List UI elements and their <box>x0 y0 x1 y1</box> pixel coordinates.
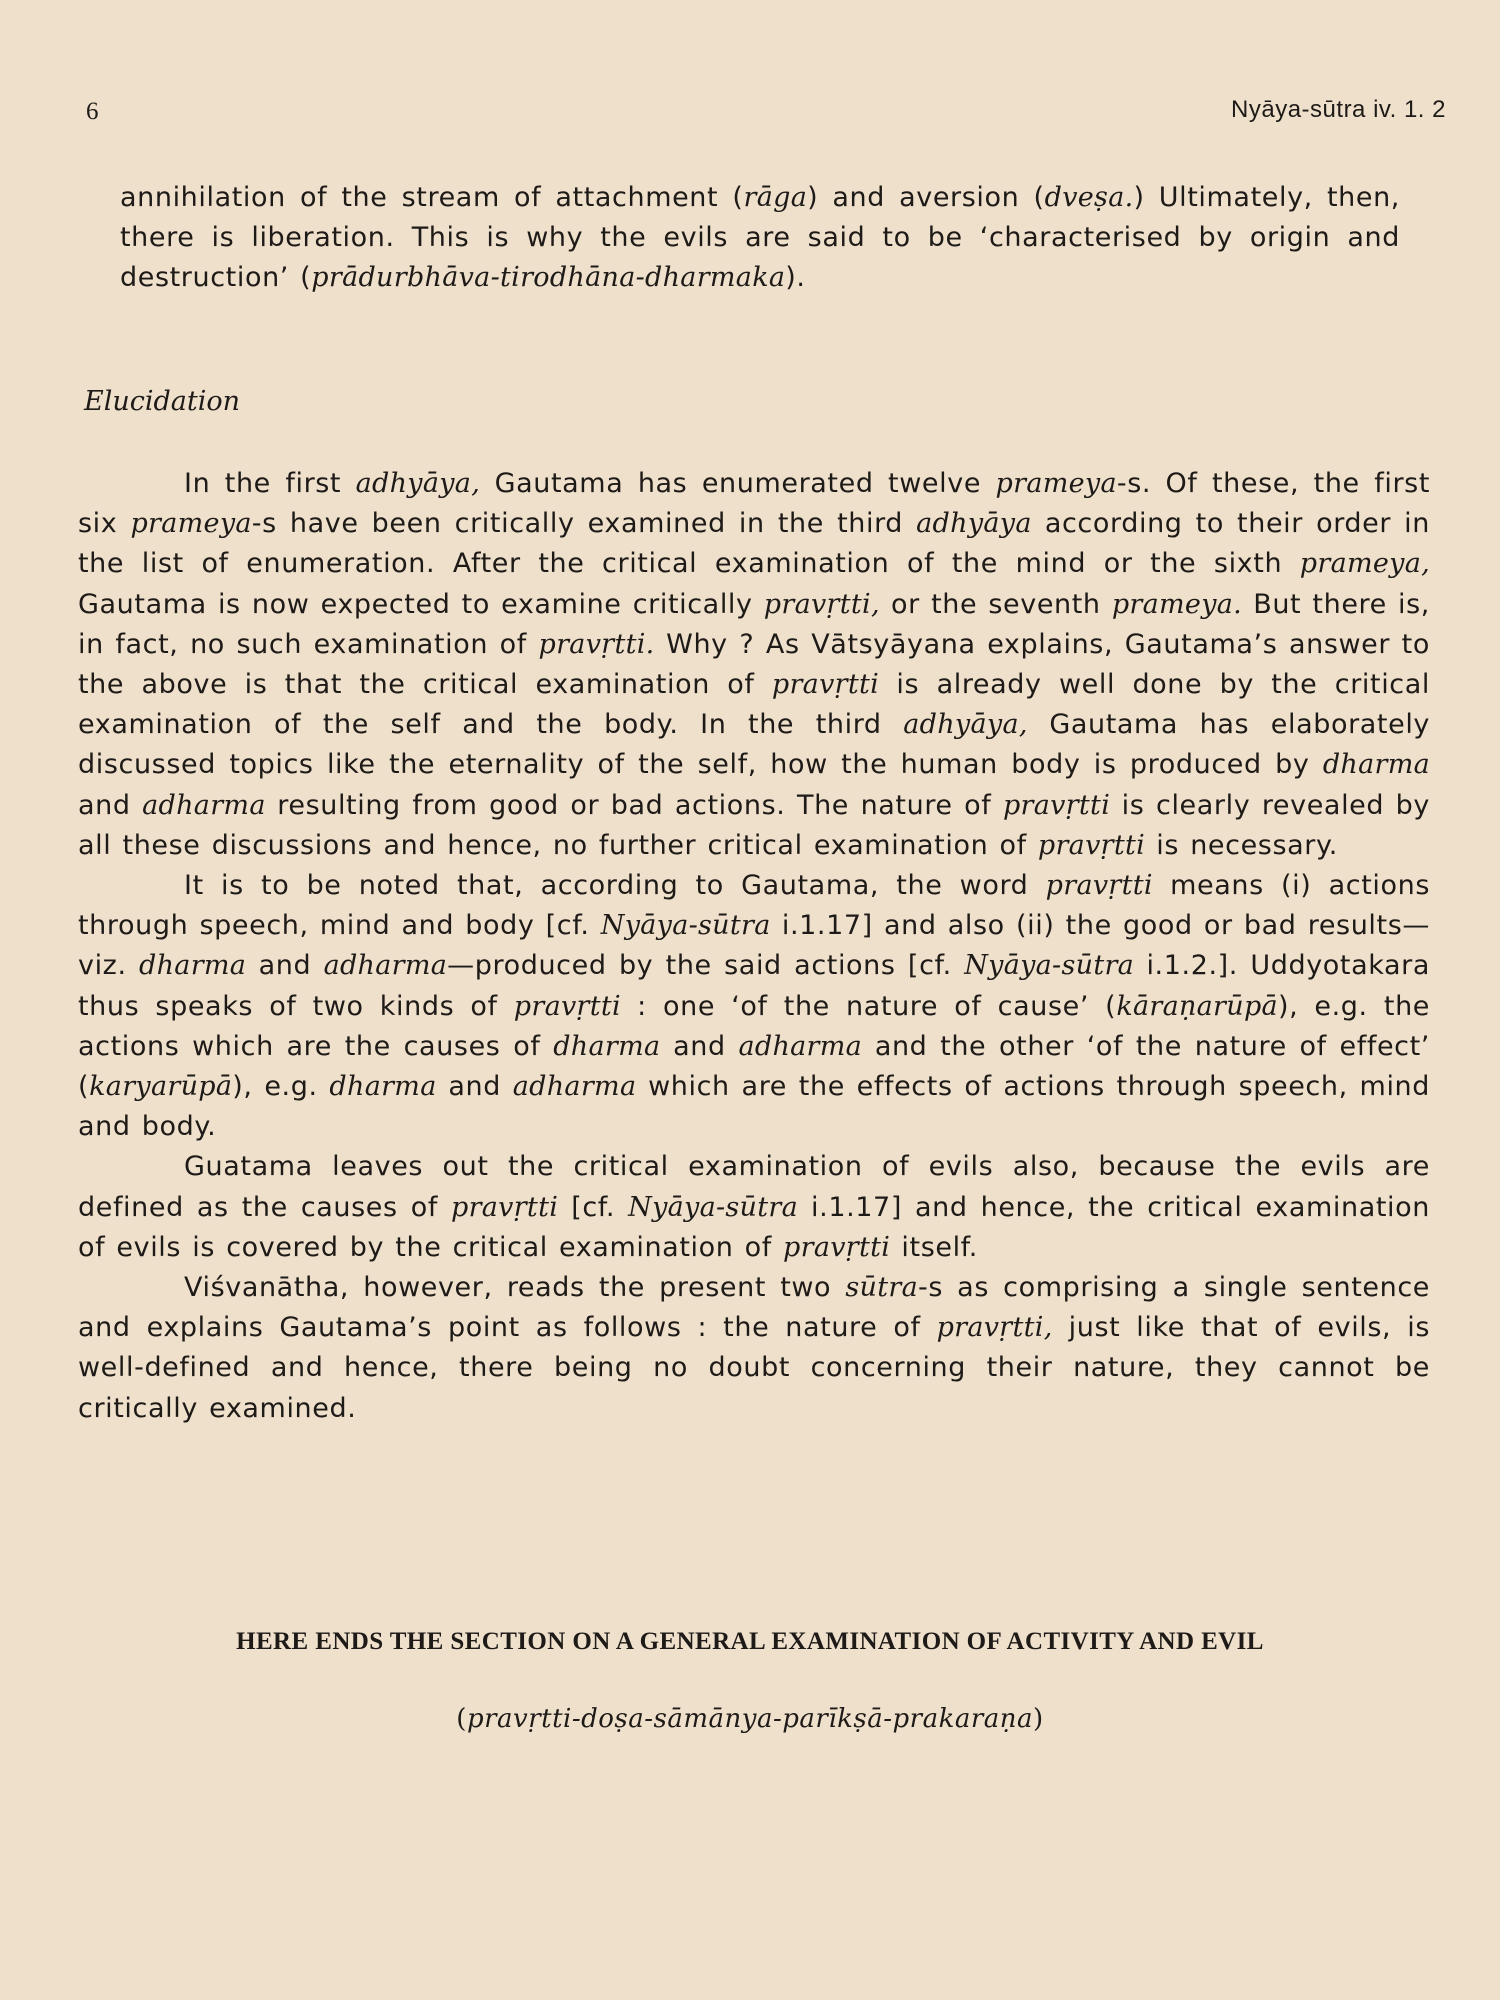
page-number: 6 <box>86 98 99 125</box>
section-end-title: HERE ENDS THE SECTION ON A GENERAL EXAMINATION OF ACTIVITY AND EVIL <box>236 1628 1264 1655</box>
paragraph-4: Viśvanātha, however, reads the present two sūtra-s as comprising a single sentence and explains Gautama’s point as follows : the nature of pravṛtti, just like that of evils, is well-defined and hence, there being no doubt concerning their nature, they cannot be critically examined. <box>78 1272 1431 1424</box>
elucidation-heading: Elucidation <box>84 386 241 417</box>
intro-paragraph: annihilation of the stream of attachment (rāga) and aversion (dveṣa.) Ultimately, then, there is liberation. This is why the evils are said to be ‘characterised by origin and destruction’ (prādurbhāva-tirodhāna-dharmaka). <box>120 182 1400 294</box>
elucidation-body <box>78 464 1430 1429</box>
paragraph-1: In the first adhyāya, Gautama has enumerated twelve prameya-s. Of these, the first six prameya-s have been critically examined in the third adhyāya according to their order in the list of enumeration. After the critical examination of the mind or the sixth prameya, Gautama is now expected to examine critically pravṛtti, or the seventh prameya. But there is, in fact, no such examination of pravṛtti. Why ? As Vātsyāyana explains, Gautama’s answer to the above is that the critical examination of pravṛtti is already well done by the critical examination of the self and the body. In the third adhyāya, Gautama has elaborately discussed topics like the eternality of the self, how the human body is produced by dharma and adharma resulting from good or bad actions. The nature of pravṛtti is clearly revealed by all these discussions and hence, no further critical examination of pravṛtti is necessary. <box>78 468 1431 861</box>
running-head: Nyāya-sūtra iv. 1. 2 <box>1231 96 1446 123</box>
paragraph-3: Guatama leaves out the critical examination of evils also, because the evils are defined as the causes of pravṛtti [cf. Nyāya-sūtra i.1.17] and hence, the critical examination of evils is covered by the critical examination of pravṛtti itself. <box>78 1151 1430 1263</box>
paragraph-2: It is to be noted that, according to Gautama, the word pravṛtti means (i) actions through speech, mind and body [cf. Nyāya-sūtra i.1.17] and also (ii) the good or bad results—viz. dharma and adharma—produced by the said actions [cf. Nyāya-sūtra i.1.2.]. Uddyotakara thus speaks of two kinds of pravṛtti : one ‘of the nature of cause’ (kāraṇarūpā), e.g. the actions which are the causes of dharma and adharma and the other ‘of the nature of effect’ (karyarūpā), e.g. dharma and adharma which are the effects of actions through speech, mind and body. <box>78 870 1430 1143</box>
section-end-subtitle: (pravṛtti-doṣa-sāmānya-parīkṣā-prakaraṇa) <box>456 1704 1044 1734</box>
